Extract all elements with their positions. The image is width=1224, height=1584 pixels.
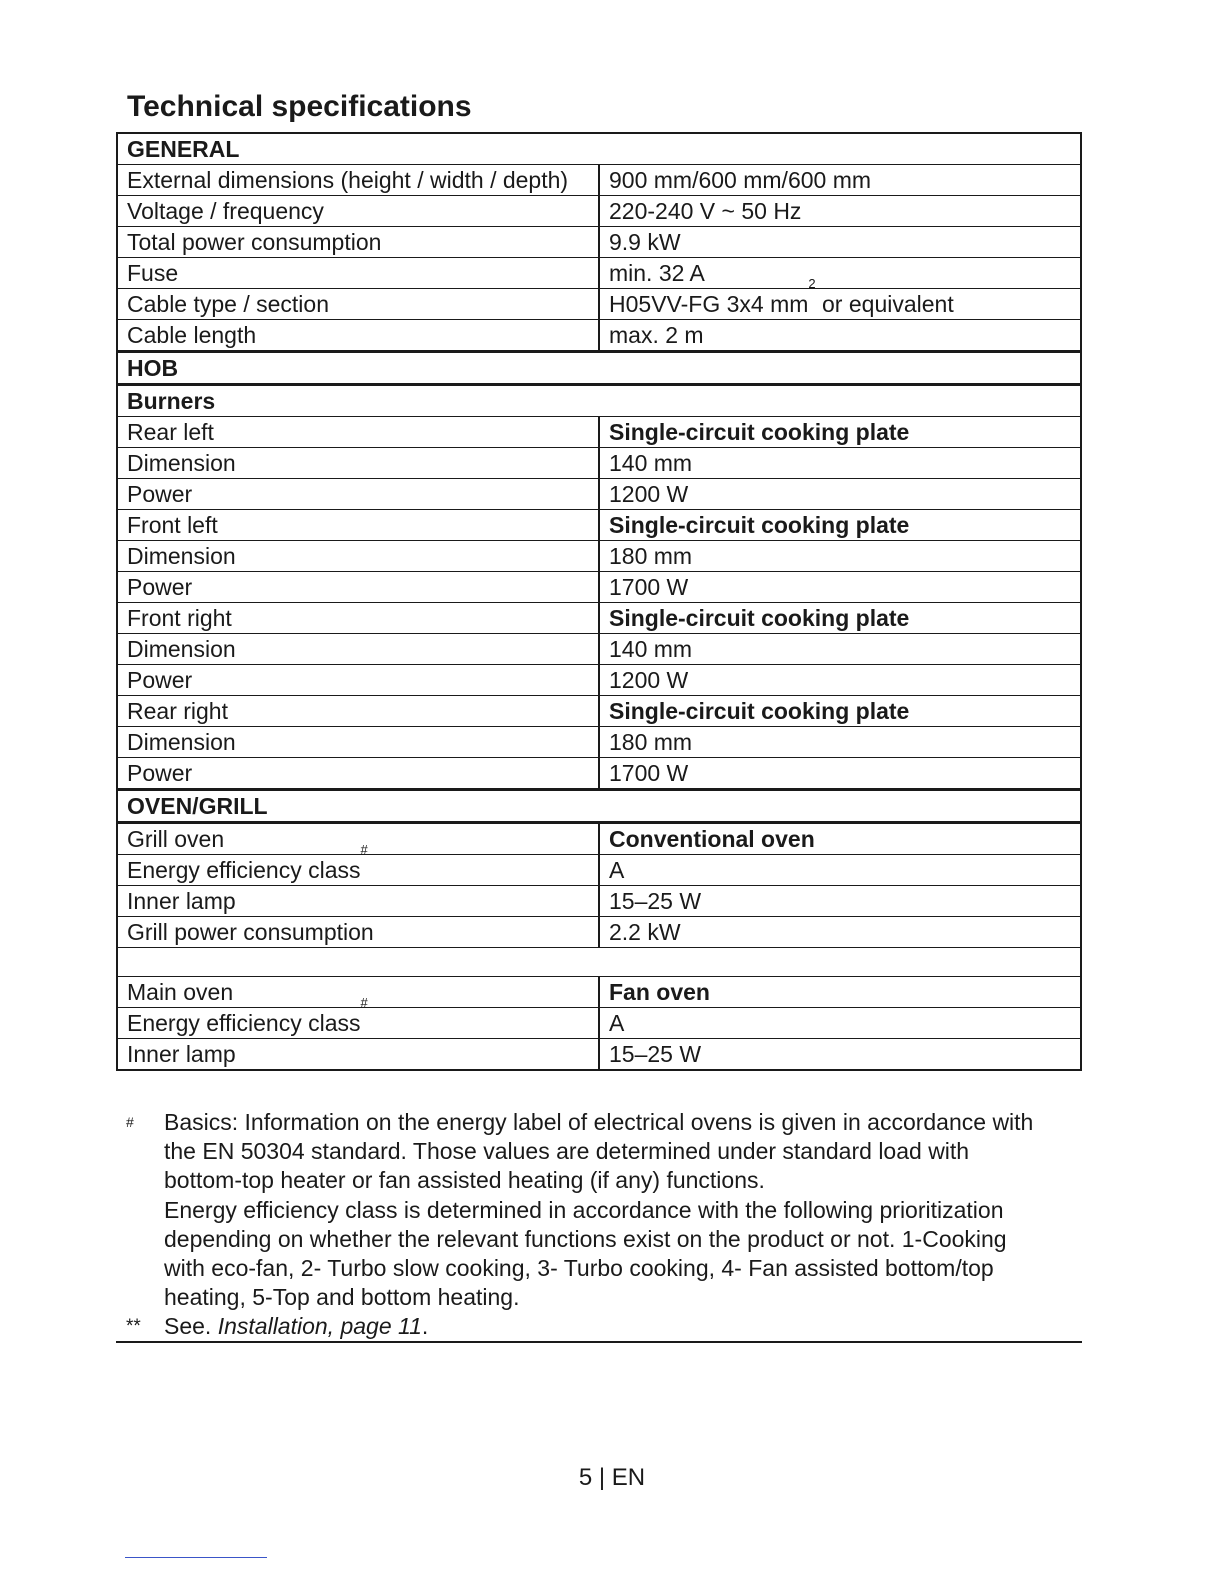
- burner-type: Single-circuit cooking plate: [599, 603, 1081, 634]
- specifications-table: [116, 132, 1082, 1071]
- row-label: [117, 842, 599, 886]
- burner-type: Single-circuit cooking plate: [599, 696, 1081, 727]
- row-value: [599, 276, 1081, 320]
- footnote-line: Basics: Information on the energy label of electrical ovens is given in accordance with: [164, 1109, 1034, 1135]
- footnote-installation: [116, 1312, 1082, 1341]
- row-label: Inner lamp: [117, 1039, 599, 1071]
- subheading-burners: Burners: [117, 385, 1081, 417]
- row-label: Power: [117, 479, 599, 510]
- table-row: [117, 541, 1081, 572]
- row-value: 220-240 V ~ 50 Hz: [599, 196, 1081, 227]
- footnote-line: Energy efficiency class is determined in accordance with the following prioritization: [164, 1196, 1004, 1223]
- table-row: [117, 417, 1081, 448]
- row-label: Cable length: [117, 320, 599, 352]
- footnote-text: [164, 1312, 1082, 1341]
- table-row: [117, 977, 1081, 1008]
- footnote-mark: #: [360, 842, 368, 857]
- blank-row: [117, 948, 1081, 977]
- superscript: 2: [808, 276, 816, 291]
- table-row: [117, 289, 1081, 320]
- row-value: 140 mm: [599, 634, 1081, 665]
- footnote-mark: #: [126, 1114, 134, 1130]
- table-row: [117, 758, 1081, 790]
- row-label: Voltage / frequency: [117, 196, 599, 227]
- table-row: [117, 227, 1081, 258]
- footnote-line: bottom-top heater or fan assisted heating (if any) functions.: [164, 1167, 765, 1194]
- table-row: [117, 823, 1081, 855]
- footnote-mark: #: [360, 995, 368, 1010]
- table-row: [117, 665, 1081, 696]
- row-label: Total power consumption: [117, 227, 599, 258]
- row-value: 1700 W: [599, 572, 1081, 603]
- burner-type: Single-circuit cooking plate: [599, 510, 1081, 541]
- row-label: Dimension: [117, 448, 599, 479]
- row-value: 1700 W: [599, 758, 1081, 790]
- footnote-line: depending on whether the relevant functions exist on the product or not. 1-Cooking: [164, 1225, 1007, 1252]
- oven-type: Conventional oven: [599, 823, 1081, 855]
- footnote-text: [164, 1108, 1082, 1312]
- row-label: Dimension: [117, 541, 599, 572]
- footnote-prefix: See.: [164, 1313, 218, 1340]
- table-row: [117, 572, 1081, 603]
- row-value: 15–25 W: [599, 886, 1081, 917]
- burner-position: Rear right: [117, 696, 599, 727]
- energy-class-label: Energy efficiency class: [127, 857, 361, 883]
- table-row: [117, 165, 1081, 196]
- row-label: Grill power consumption: [117, 917, 599, 948]
- section-heading-oven-grill: OVEN/GRILL: [117, 790, 1081, 823]
- table-row: [117, 1039, 1081, 1071]
- oven-label: Main oven: [117, 977, 599, 1008]
- page-number: 5 | EN: [578, 1464, 646, 1491]
- table-row: [117, 196, 1081, 227]
- oven-type: Fan oven: [599, 977, 1081, 1008]
- row-value: min. 32 A: [599, 258, 1081, 289]
- footnote-mark: **: [126, 1316, 141, 1338]
- row-label: Dimension: [117, 634, 599, 665]
- table-row: [117, 727, 1081, 758]
- cable-type-text: H05VV-FG 3x4 mm: [609, 291, 809, 317]
- burner-position: Front right: [117, 603, 599, 634]
- table-row: [117, 917, 1081, 948]
- section-heading-hob: HOB: [117, 352, 1081, 385]
- row-label: Power: [117, 758, 599, 790]
- bottom-link-line: [125, 1557, 267, 1558]
- row-value: max. 2 m: [599, 320, 1081, 352]
- row-label: Power: [117, 665, 599, 696]
- row-value: 180 mm: [599, 541, 1081, 572]
- footnote-line: with eco-fan, 2- Turbo slow cooking, 3- Turbo cooking, 4- Fan assisted bottom/top: [164, 1255, 994, 1282]
- burner-position: Front left: [117, 510, 599, 541]
- installation-reference: Installation, page 11: [217, 1313, 422, 1340]
- cable-type-suffix: or equivalent: [815, 291, 954, 317]
- table-row: [117, 258, 1081, 289]
- row-value: 2.2 kW: [599, 917, 1081, 948]
- row-label: Dimension: [117, 727, 599, 758]
- footnote-energy: [116, 1108, 1082, 1312]
- row-label: Power: [117, 572, 599, 603]
- row-value: A: [599, 855, 1081, 886]
- burner-position: Rear left: [117, 417, 599, 448]
- row-value: 1200 W: [599, 479, 1081, 510]
- table-row: [117, 886, 1081, 917]
- table-row: [117, 479, 1081, 510]
- row-value: 900 mm/600 mm/600 mm: [599, 165, 1081, 196]
- footnotes: [116, 1108, 1082, 1342]
- row-label: Inner lamp: [117, 886, 599, 917]
- row-value: 15–25 W: [599, 1039, 1081, 1071]
- footnote-line: heating, 5-Top and bottom heating.: [164, 1284, 520, 1311]
- row-value: A: [599, 1008, 1081, 1039]
- section-heading-general: GENERAL: [117, 133, 1081, 165]
- blank-cell: [117, 948, 1081, 977]
- footnote-divider: [116, 1341, 1082, 1343]
- row-label: [117, 995, 599, 1039]
- table-row: [117, 320, 1081, 352]
- table-row: [117, 603, 1081, 634]
- footnote-suffix: .: [421, 1313, 429, 1340]
- burner-type: Single-circuit cooking plate: [599, 417, 1081, 448]
- page-title: Technical specifications: [127, 90, 472, 123]
- energy-class-label: Energy efficiency class: [127, 1010, 361, 1036]
- table-row: [117, 634, 1081, 665]
- table-row: [117, 1008, 1081, 1039]
- oven-label: Grill oven: [117, 823, 599, 855]
- table-row: [117, 855, 1081, 886]
- table-row: [117, 696, 1081, 727]
- footnote-line: the EN 50304 standard. Those values are determined under standard load with: [164, 1138, 970, 1165]
- row-value: 180 mm: [599, 727, 1081, 758]
- row-label: Fuse: [117, 258, 599, 289]
- row-value: 9.9 kW: [599, 227, 1081, 258]
- table-row: [117, 510, 1081, 541]
- table-row: [117, 448, 1081, 479]
- row-label: Cable type / section: [117, 289, 599, 320]
- row-value: 1200 W: [599, 665, 1081, 696]
- row-label: External dimensions (height / width / depth): [117, 165, 599, 196]
- row-value: 140 mm: [599, 448, 1081, 479]
